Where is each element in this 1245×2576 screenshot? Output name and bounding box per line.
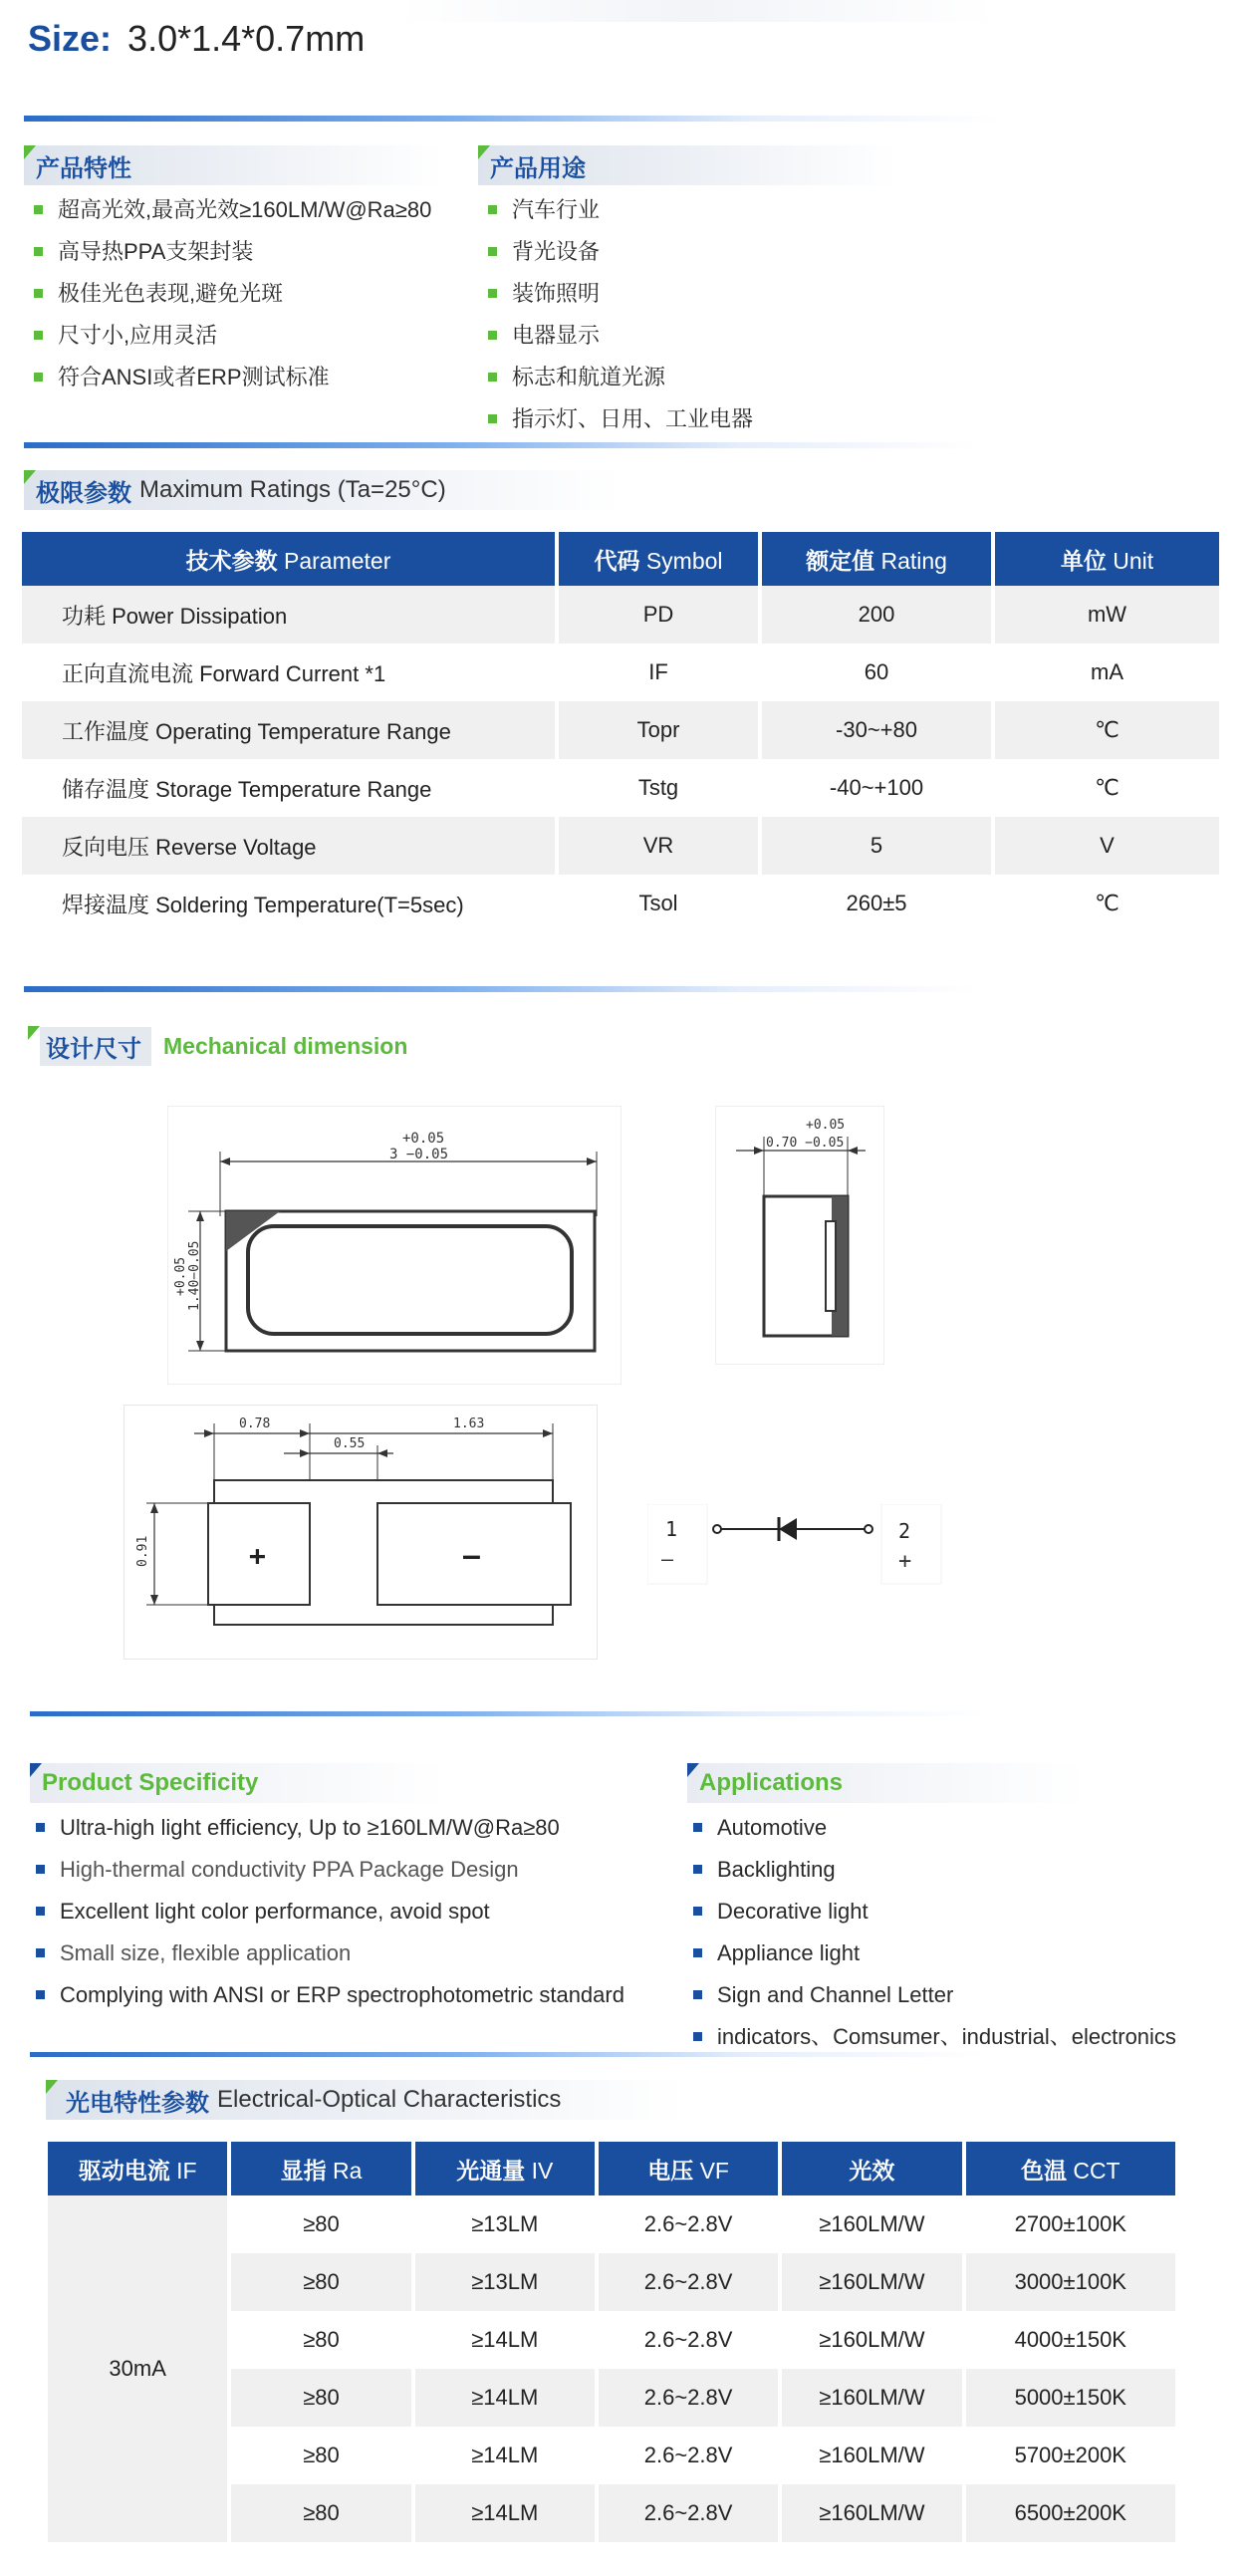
table-row <box>22 701 1219 759</box>
dim-pad-b: 1.63 <box>453 1417 485 1431</box>
table-cell: V <box>995 817 1219 875</box>
table-cell: 60 <box>864 659 889 684</box>
table-cell: 2.6~2.8V <box>643 2327 733 2352</box>
heading-flag-icon <box>687 1763 699 1777</box>
table-cell: ≥14LM <box>471 2327 539 2352</box>
mechanical-heading <box>28 1026 625 1066</box>
table-cell: 2700±100K <box>1014 2211 1126 2236</box>
max-ratings-table <box>18 532 1223 932</box>
pin2-label: 2 <box>898 1519 911 1543</box>
table-cell: ≥13LM <box>415 2253 595 2311</box>
size-header <box>28 18 365 60</box>
col-header-if: 驱动电流 IF <box>48 2142 227 2195</box>
list-item: 尺寸小,应用灵活 <box>30 315 431 357</box>
table-cell: ≥160LM/W <box>782 2253 961 2311</box>
heading-flag-icon <box>24 145 36 159</box>
table-cell: ≥80 <box>303 2327 340 2352</box>
table-cell: 5 <box>762 817 991 875</box>
table-cell: 工作温度 Operating Temperature Range <box>22 701 555 759</box>
divider-4 <box>30 1711 986 1716</box>
divider-1 <box>24 116 1000 122</box>
table-cell: ≥13LM <box>471 2211 539 2236</box>
col-header-parameter: 技术参数 Parameter <box>22 532 555 586</box>
table-cell: 反向电压 Reverse Voltage <box>22 817 555 875</box>
pin2-sign: + <box>898 1549 912 1574</box>
max-ratings-title-cn: 极限参数 <box>36 479 131 507</box>
max-ratings-title-en: Maximum Ratings (Ta=25°C) <box>139 476 446 503</box>
list-item: High-thermal conductivity PPA Package Design <box>32 1849 624 1891</box>
list-item: Appliance light <box>689 1932 1176 1974</box>
list-item: 标志和航道光源 <box>484 357 753 398</box>
mechanical-title-en: Mechanical dimension <box>163 1032 408 1059</box>
divider-2 <box>24 442 980 448</box>
table-cell: 2.6~2.8V <box>599 2484 778 2542</box>
table-row <box>48 2195 1175 2253</box>
table-cell: 功耗 Power Dissipation <box>22 586 555 644</box>
table-cell: ≥160LM/W <box>782 2484 961 2542</box>
side-view-drawing <box>715 1106 884 1365</box>
features-cn-heading <box>24 145 442 185</box>
table-cell: Tstg <box>637 775 679 800</box>
table-row <box>22 759 1219 817</box>
col-header-efficacy: 光效 <box>782 2142 961 2195</box>
table-cell: PD <box>559 586 758 644</box>
table-cell: 260±5 <box>846 891 907 915</box>
list-item: 极佳光色表现,避免光斑 <box>30 273 431 315</box>
col-header-ra: 显指 Ra <box>231 2142 410 2195</box>
list-item: 汽车行业 <box>484 189 753 231</box>
applications-cn-title: 产品用途 <box>490 154 586 182</box>
list-item: Ultra-high light efficiency, Up to ≥160LM/W@Ra≥80 <box>32 1807 624 1849</box>
heading-flag-icon <box>478 145 490 159</box>
list-item: Small size, flexible application <box>32 1932 624 1974</box>
table-cell: ≥160LM/W <box>819 2327 925 2352</box>
table-cell: 2.6~2.8V <box>643 2443 733 2467</box>
list-item: Automotive <box>689 1807 1176 1849</box>
table-cell: -30~+80 <box>762 701 991 759</box>
current-cell: 30mA <box>48 2195 227 2542</box>
table-cell: IF <box>648 659 668 684</box>
table-cell: ≥160LM/W <box>819 2211 925 2236</box>
pin1-sign: — <box>661 1547 674 1571</box>
table-cell: 正向直流电流 Forward Current *1 <box>62 660 386 686</box>
table-cell: VR <box>559 817 758 875</box>
list-item: Excellent light color performance, avoid spot <box>32 1891 624 1932</box>
table-cell: 2.6~2.8V <box>643 2211 733 2236</box>
list-item: 高导热PPA支架封装 <box>30 231 431 273</box>
table-row <box>22 586 1219 644</box>
features-en-heading <box>30 1763 448 1803</box>
table-cell: 200 <box>762 586 991 644</box>
table-cell: 6500±200K <box>966 2484 1175 2542</box>
table-cell: ≥80 <box>231 2253 410 2311</box>
dim-pad-a: 0.78 <box>239 1417 271 1431</box>
table-cell: ≥80 <box>303 2443 340 2467</box>
col-header-unit: 单位 Unit <box>995 532 1219 586</box>
col-header-vf: 电压 VF <box>599 2142 778 2195</box>
table-cell: 2.6~2.8V <box>599 2369 778 2427</box>
applications-en-title: Applications <box>699 1769 844 1796</box>
dim-side-len: 1.40−0.05 <box>187 1240 202 1311</box>
applications-cn-list <box>484 189 753 440</box>
circuit-svg <box>647 1504 946 1604</box>
list-item: Sign and Channel Letter <box>689 1974 1176 2016</box>
pin1-label: 1 <box>665 1517 678 1541</box>
table-cell: ≥80 <box>231 2484 410 2542</box>
applications-en-list <box>689 1807 1176 2058</box>
eo-heading <box>46 2080 683 2120</box>
pad-layout-svg <box>124 1406 599 1661</box>
size-value: 3.0*1.4*0.7mm <box>127 18 366 59</box>
col-header-symbol: 代码 Symbol <box>559 532 758 586</box>
dim-side-tol: +0.05 <box>173 1256 188 1296</box>
side-view-svg <box>716 1107 885 1366</box>
table-cell: mA <box>1091 659 1123 684</box>
top-shadow <box>398 0 996 22</box>
col-header-iv: 光通量 IV <box>415 2142 595 2195</box>
divider-5 <box>30 2052 986 2057</box>
table-cell: ≥160LM/W <box>782 2369 961 2427</box>
table-cell: 5700±200K <box>1014 2443 1126 2467</box>
heading-flag-icon <box>28 1026 40 1040</box>
features-en-title: Product Specificity <box>42 1769 259 1796</box>
top-view-drawing <box>167 1106 622 1385</box>
list-item: Complying with ANSI or ERP spectrophotometric standard <box>32 1974 624 2016</box>
table-cell: ≥80 <box>303 2211 340 2236</box>
table-row <box>22 644 1219 701</box>
table-cell: ℃ <box>1095 775 1120 800</box>
eo-title-cn: 光电特性参数 <box>66 2089 209 2117</box>
col-header-rating: 额定值 Rating <box>762 532 991 586</box>
table-cell: Tsol <box>638 891 678 915</box>
dim-depth-len: 0.70 −0.05 <box>766 1136 845 1151</box>
dim-top-len: 3 −0.05 <box>389 1147 449 1162</box>
list-item: 电器显示 <box>484 315 753 357</box>
table-cell: ≥160LM/W <box>819 2443 925 2467</box>
minus-sign: — <box>463 1539 480 1572</box>
size-label: Size: <box>28 18 113 59</box>
divider-3 <box>24 986 980 992</box>
heading-flag-icon <box>30 1763 42 1777</box>
list-item: 超高光效,最高光效≥160LM/W@Ra≥80 <box>30 189 431 231</box>
table-row <box>22 817 1219 875</box>
table-row <box>22 875 1219 932</box>
features-en-list <box>32 1807 624 2016</box>
heading-flag-icon <box>46 2080 58 2094</box>
max-ratings-heading <box>24 470 622 510</box>
applications-cn-heading <box>478 145 896 185</box>
plus-sign: + <box>249 1539 266 1572</box>
features-cn-title: 产品特性 <box>36 154 131 182</box>
top-view-svg <box>168 1107 622 1386</box>
table-cell: mW <box>995 586 1219 644</box>
col-header-cct: 色温 CCT <box>966 2142 1175 2195</box>
dim-top-tol: +0.05 <box>402 1131 445 1147</box>
list-item: Backlighting <box>689 1849 1176 1891</box>
table-cell: ≥14LM <box>415 2369 595 2427</box>
list-item: 背光设备 <box>484 231 753 273</box>
table-cell: 2.6~2.8V <box>599 2253 778 2311</box>
dim-pad-h: 0.91 <box>135 1535 150 1567</box>
pad-layout-drawing <box>124 1405 598 1660</box>
applications-en-heading <box>687 1763 1086 1803</box>
table-cell: ℃ <box>1095 891 1120 915</box>
list-item: indicators、Comsumer、industrial、electronics <box>689 2016 1176 2058</box>
eo-title-en: Electrical-Optical Characteristics <box>217 2086 562 2113</box>
circuit-symbol <box>647 1504 946 1604</box>
table-cell: ℃ <box>995 701 1219 759</box>
list-item: 装饰照明 <box>484 273 753 315</box>
eo-table <box>44 2142 1179 2542</box>
dim-depth-tol: +0.05 <box>806 1118 846 1133</box>
table-cell: 5000±150K <box>966 2369 1175 2427</box>
list-item: 符合ANSI或者ERP测试标准 <box>30 357 431 398</box>
list-item: Decorative light <box>689 1891 1176 1932</box>
features-cn-list <box>30 189 431 398</box>
list-item: 指示灯、日用、工业电器 <box>484 398 753 440</box>
table-cell: Topr <box>559 701 758 759</box>
table-cell: ≥80 <box>231 2369 410 2427</box>
heading-flag-icon <box>24 470 36 484</box>
dim-pad-gap: 0.55 <box>334 1436 366 1451</box>
table-cell: 焊接温度 Soldering Temperature(T=5sec) <box>62 892 464 917</box>
table-cell: 储存温度 Storage Temperature Range <box>62 776 432 802</box>
table-cell: 4000±150K <box>1014 2327 1126 2352</box>
table-cell: 3000±100K <box>966 2253 1175 2311</box>
mechanical-title-cn: 设计尺寸 <box>40 1027 151 1066</box>
diode-icon <box>779 1518 797 1540</box>
table-cell: ≥14LM <box>471 2443 539 2467</box>
table-cell: -40~+100 <box>829 775 924 800</box>
table-cell: ≥14LM <box>415 2484 595 2542</box>
